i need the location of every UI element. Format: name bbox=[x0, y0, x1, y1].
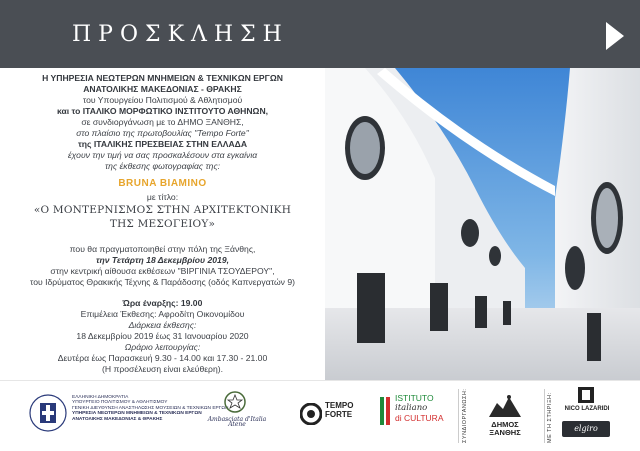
footer-divider bbox=[544, 389, 545, 443]
elgiro-logo bbox=[562, 421, 610, 437]
invitation-line: ΑΝΑΤΟΛΙΚΗΣ ΜΑΚΕΔΟΝΙΑΣ - ΘΡΑΚΗΣ bbox=[83, 84, 242, 94]
play-arrow-icon bbox=[606, 22, 624, 50]
with-title-label: με τίτλο: bbox=[146, 192, 179, 202]
greek-emblem-icon bbox=[28, 393, 68, 437]
sponsor-footer bbox=[0, 380, 640, 451]
elgiro-text: elgiro bbox=[574, 424, 598, 433]
architecture-photo-illustration bbox=[325, 68, 640, 380]
exhibition-title-line2: ΤΗΣ ΜΕΣΟΓΕΙΟΥ» bbox=[109, 218, 216, 230]
invitation-line: και το ΙΤΑΛΙΚΟ ΜΟΡΦΩΤΙΚΟ ΙΝΣΤΙΤΟΥΤΟ ΑΘΗΝΩΝ, bbox=[56, 106, 269, 116]
co-organization-label: ΣΥΝΔΙΟΡΓΑΝΩΣΗ: bbox=[462, 388, 468, 443]
footer-divider bbox=[458, 389, 459, 443]
curator: Επιμέλεια Έκθεσης: Αφροδίτη Οικονομίδου bbox=[80, 309, 245, 319]
invitation-line: σε συνδιοργάνωση με το ΔΗΜΟ ΞΑΝΘΗΣ, bbox=[81, 117, 244, 127]
duration: 18 Δεκεμβρίου 2019 έως 31 Ιανουαρίου 2020 bbox=[76, 331, 249, 341]
invitation-line: της ΙΤΑΛΙΚΗΣ ΠΡΕΣΒΕΙΑΣ ΣΤΗΝ ΕΛΛΑΔΑ bbox=[77, 139, 248, 149]
hours-label: Ωράριο λειτουργίας: bbox=[124, 342, 201, 352]
ministry-text: ΕΛΛΗΝΙΚΗ ΔΗΜΟΚΡΑΤΙΑ ΥΠΟΥΡΓΕΙΟ ΠΟΛΙΤΙΣΜΟΥ & ΑΘΛΗΤΙΣΜΟΥ ΓΕΝΙΚΗ ΔΙΕΥΘΥΝΣΗ ΑΝΑΣΤΗΛΩΣΗΣ ΜΟΥΣΕΙΩΝ & ΤΕΧΝΙΚΩΝ ΕΡΓΩΝ ΥΠΗΡΕΣΙΑ ΝΕΩΤΕΡΩΝ ΜΝΗΜΕΙΩΝ & ΤΕΧΝΙΚΩΝ ΕΡΓΩΝ ΑΝΑΤΟΛΙΚΗΣ ΜΑΚΕΔΟΝΙΑΣ & ΘΡΑΚΗΣ bbox=[72, 395, 229, 422]
detail-line: στην κεντρική αίθουσα εκθέσεων "ΒΙΡΓΙΝΙΑ ΤΣΟΥΔΕΡΟΥ", bbox=[50, 266, 275, 276]
invitation-line: του Υπουργείου Πολιτισμού & Αθλητισμού bbox=[82, 95, 243, 105]
nico-lazaridi-text: NICO LAZARIDI bbox=[564, 406, 610, 412]
detail-line: την Τετάρτη 18 Δεκεμβρίου 2019, bbox=[96, 255, 229, 265]
header-bar bbox=[0, 0, 640, 68]
invitation-line: Η ΥΠΗΡΕΣΙΑ ΝΕΩΤΕΡΩΝ ΜΝΗΜΕΙΩΝ & ΤΕΧΝΙΚΩΝ ΕΡΓΩΝ bbox=[42, 73, 283, 83]
invitation-line: στο πλαίσιο της πρωτοβουλίας "Tempo Forte" bbox=[76, 128, 249, 138]
istituto-text: ISTITUTO italiano di CULTURA bbox=[395, 393, 444, 423]
detail-line: που θα πραγματοποιηθεί στην πόλη της Ξάνθης, bbox=[69, 244, 256, 254]
artist-name: BRUNA BIAMINO bbox=[118, 178, 207, 189]
invitation-line: της έκθεσης φωτογραφίας της: bbox=[104, 161, 221, 171]
exhibition-title-line1: «Ο ΜΟΝΤΕΡΝΙΣΜΟΣ ΣΤΗΝ ΑΡΧΙΤΕΚΤΟΝΙΚΗ bbox=[33, 204, 292, 216]
detail-line: του Ιδρύματος Θρακικής Τέχνης & Παράδοσης (οδός Καπνεργατών 9) bbox=[29, 277, 296, 287]
istituto-icon bbox=[378, 393, 394, 433]
hours: Δευτέρα έως Παρασκευή 9.30 - 14.00 και 17.30 - 21.00 bbox=[57, 353, 268, 363]
tempo-forte-icon bbox=[300, 403, 322, 429]
architecture-photo bbox=[325, 68, 640, 380]
free-entry: (Η προσέλευση είναι ελεύθερη). bbox=[102, 364, 223, 374]
tempo-forte-text: TEMPO FORTE bbox=[325, 401, 354, 419]
invitation-text-panel bbox=[0, 68, 325, 380]
dimos-xanthis-text: ΔΗΜΟΣ ΞΑΝΘΗΣ bbox=[489, 420, 521, 437]
support-label: ΜΕ ΤΗ ΣΤΗΡΙΞΗ: bbox=[547, 392, 553, 443]
duration-label: Διάρκεια έκθεσης: bbox=[128, 320, 197, 330]
invitation-line: έχουν την τιμή να σας προσκαλέσουν στα εγκαίνια bbox=[67, 150, 258, 160]
italian-emblem-icon bbox=[222, 389, 248, 419]
page-title: ΠΡΟΣΚΛΗΣΗ bbox=[72, 22, 289, 47]
embassy-text: Ambasciata d'Italia Atene bbox=[207, 416, 267, 429]
opening-time: Ώρα έναρξης: 19.00 bbox=[122, 298, 203, 308]
